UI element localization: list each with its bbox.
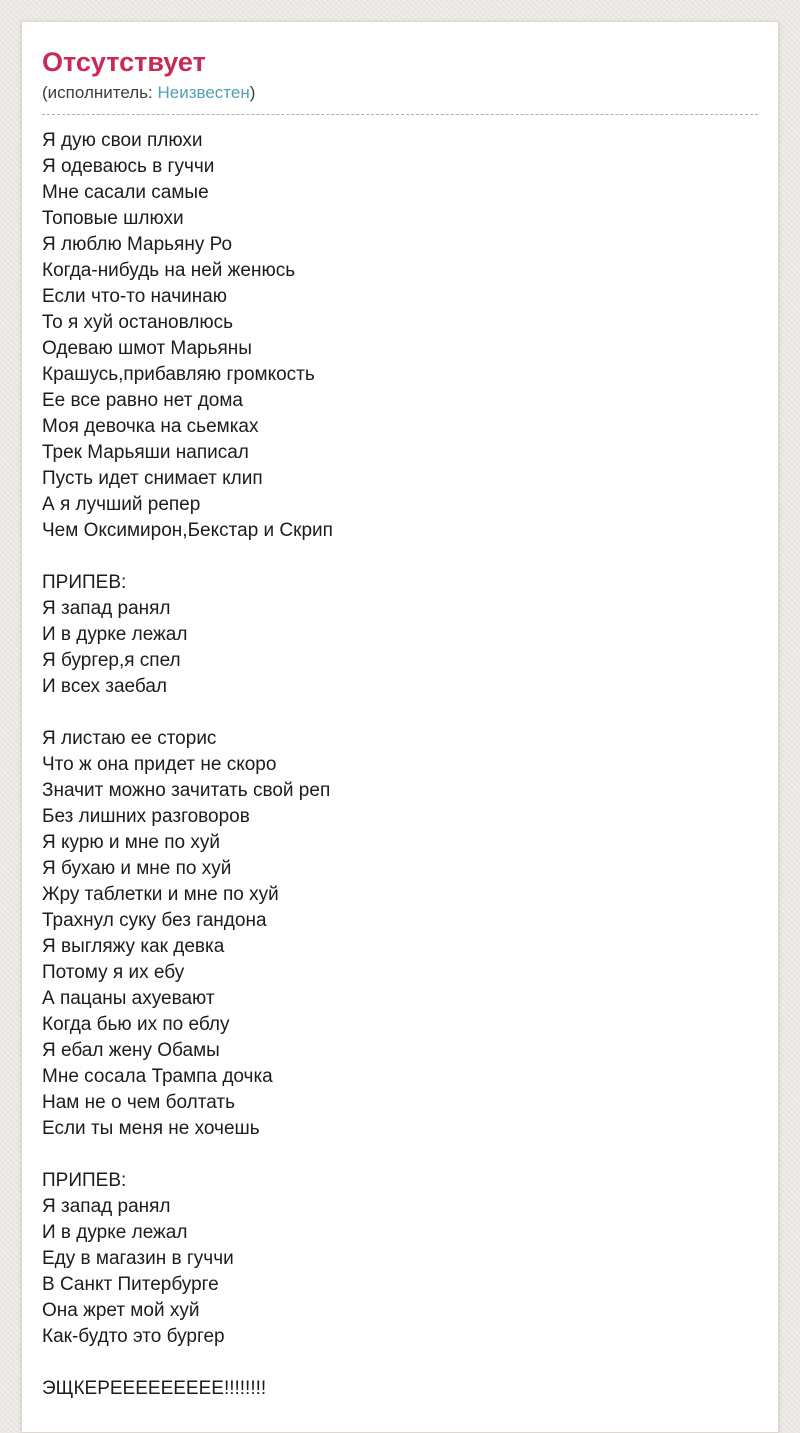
lyric-line: Значит можно зачитать свой реп — [42, 780, 331, 802]
lyric-line — [42, 1142, 758, 1168]
lyrics-card — [21, 21, 779, 1433]
artist-label: (исполнитель: — [42, 82, 158, 102]
lyric-line: Топовые шлюхи — [42, 208, 184, 230]
lyric-line: Я бухаю и мне по хуй — [42, 858, 232, 880]
lyric-line: Ее все равно нет дома — [42, 390, 244, 412]
lyric-line: Я люблю Марьяну Ро — [42, 234, 233, 256]
lyric-line: Я бургер,я спел — [42, 650, 181, 672]
lyric-line: И в дурке лежал — [42, 624, 188, 646]
lyric-line: Я листаю ее сторис — [42, 728, 217, 750]
lyric-line: Что ж она придет не скоро — [42, 754, 277, 776]
lyric-line: То я хуй остановлюсь — [42, 312, 234, 334]
lyric-line: Одеваю шмот Марьяны — [42, 338, 252, 360]
lyric-line: Потому я их ебу — [42, 962, 185, 984]
lyric-line: Когда-нибудь на ней женюсь — [42, 260, 296, 282]
lyric-line — [42, 700, 758, 726]
lyric-line: ПРИПЕВ: — [42, 572, 127, 594]
lyric-line: Я дую свои плюхи — [42, 130, 203, 152]
lyric-line: Как-будто это бургер — [42, 1326, 225, 1348]
lyric-line: Я выгляжу как девка — [42, 936, 225, 958]
lyric-line: Трахнул суку без гандона — [42, 910, 267, 932]
lyric-line: Я одеваюсь в гуччи — [42, 156, 215, 178]
lyric-line: Я курю и мне по хуй — [42, 832, 220, 854]
lyric-line: Без лишних разговоров — [42, 806, 250, 828]
lyric-line: И всех заебал — [42, 676, 167, 698]
lyric-line: Моя девочка на сьемках — [42, 416, 259, 438]
lyric-line: Она жрет мой хуй — [42, 1300, 200, 1322]
lyric-line: Чем Оксимирон,Бекстар и Скрип — [42, 520, 333, 542]
lyric-line: Нам не о чем болтать — [42, 1092, 235, 1114]
lyric-line: Мне сасали самые — [42, 182, 209, 204]
lyric-line: Я запад ранял — [42, 598, 171, 620]
lyric-line: Я ебал жену Обамы — [42, 1040, 220, 1062]
lyric-line — [42, 544, 758, 570]
artist-line — [42, 83, 758, 115]
artist-link[interactable]: Неизвестен — [157, 82, 250, 102]
lyric-line: А я лучший репер — [42, 494, 201, 516]
lyric-line: Если что-то начинаю — [42, 286, 228, 308]
lyric-line: Трек Марьяши написал — [42, 442, 249, 464]
lyric-line: ПРИПЕВ: — [42, 1170, 127, 1192]
lyric-line: Я запад ранял — [42, 1196, 171, 1218]
lyric-line: Когда бью их по еблу — [42, 1014, 230, 1036]
lyric-line: И в дурке лежал — [42, 1222, 188, 1244]
lyric-line: Если ты меня не хочешь — [42, 1118, 260, 1140]
lyric-line: Крашусь,прибавляю громкость — [42, 364, 315, 386]
lyric-line: Пусть идет снимает клип — [42, 468, 263, 490]
lyric-line: В Санкт Питербурге — [42, 1274, 219, 1296]
lyric-line — [42, 1350, 758, 1376]
artist-label-suffix: ) — [249, 82, 256, 102]
lyric-line: Мне сосала Трампа дочка — [42, 1066, 273, 1088]
page-title: Отсутствует — [42, 47, 206, 77]
lyric-line: ЭЩКЕРЕЕЕЕЕЕЕЕЕ!!!!!!!! — [42, 1378, 267, 1400]
lyric-line: Еду в магазин в гуччи — [42, 1248, 234, 1270]
lyric-line: А пацаны ахуевают — [42, 988, 215, 1010]
lyric-line: Жру таблетки и мне по хуй — [42, 884, 279, 906]
lyrics-text — [42, 128, 758, 1402]
